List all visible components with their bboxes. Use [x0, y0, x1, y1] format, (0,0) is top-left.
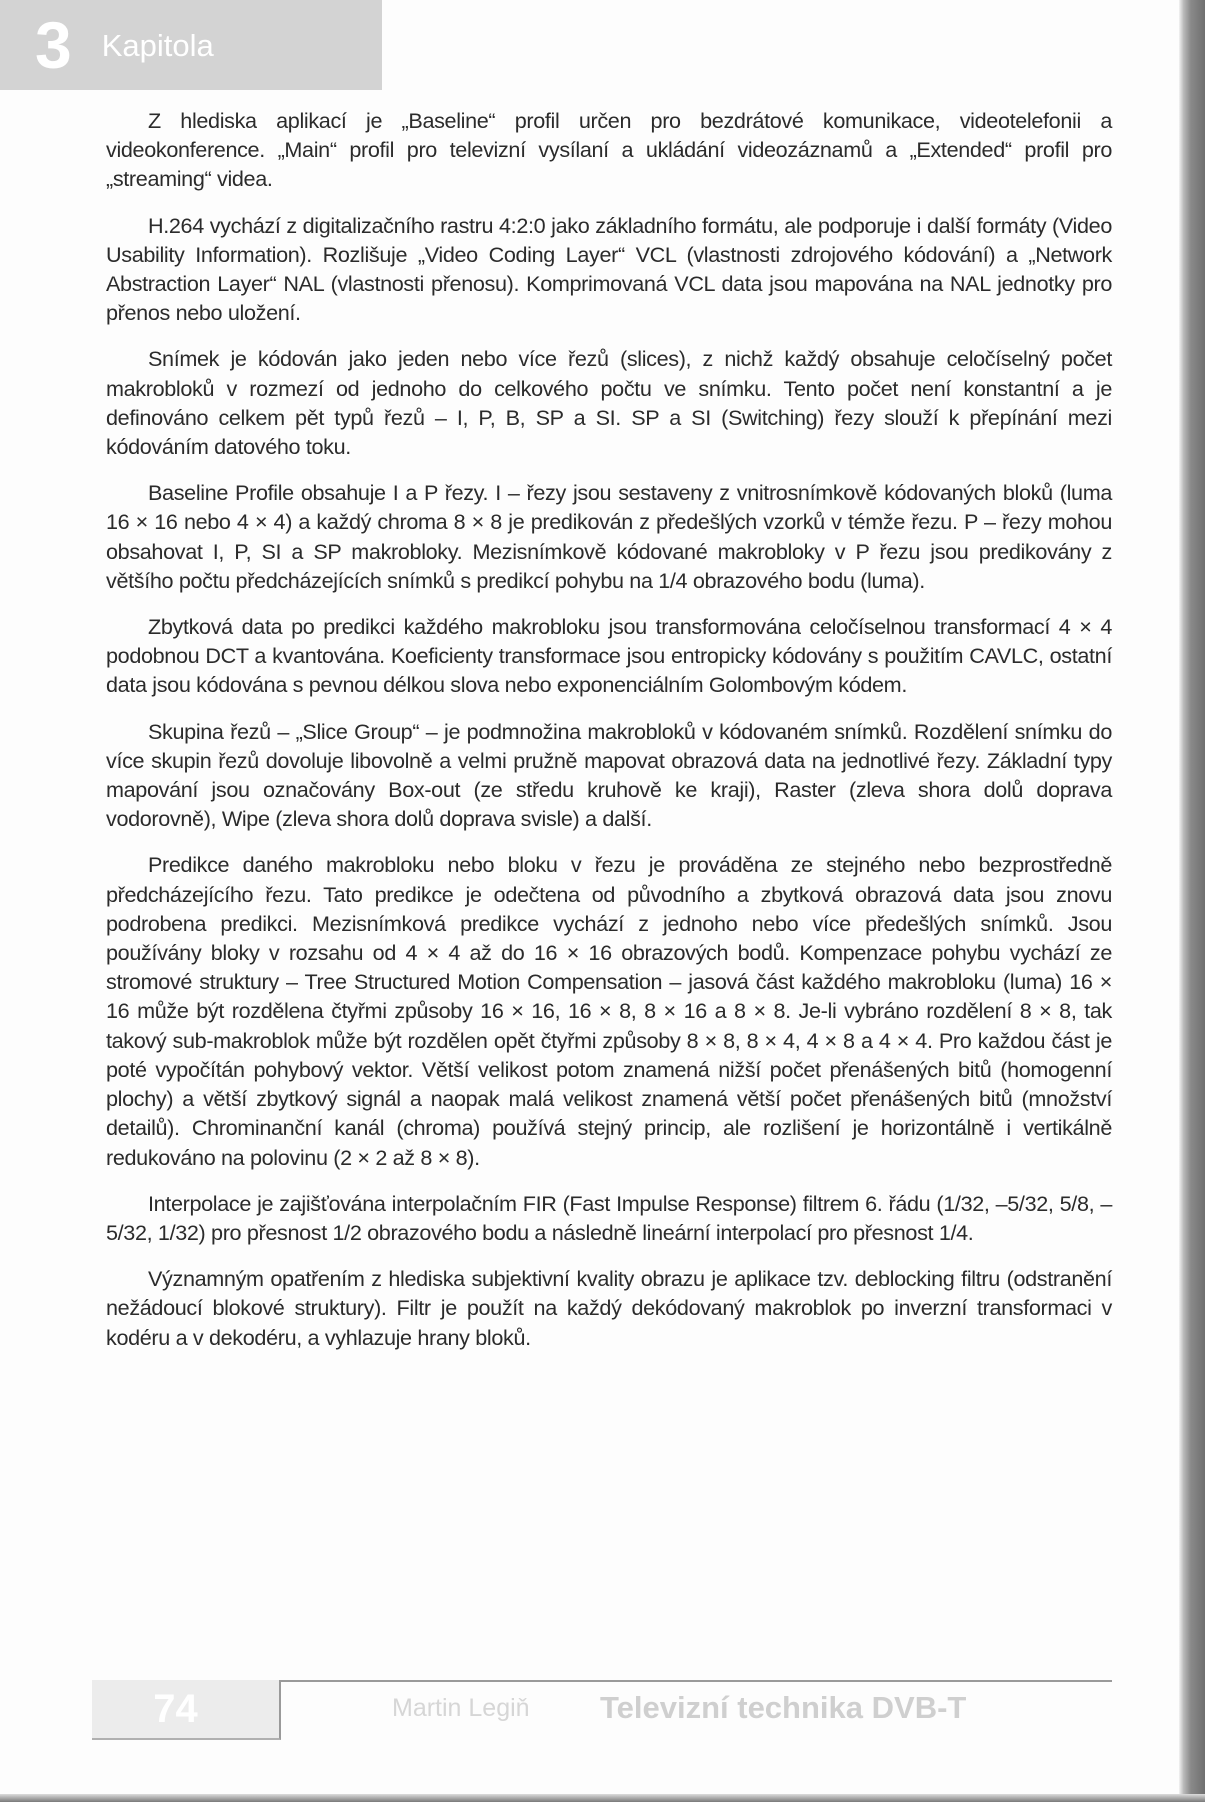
scan-edge-shadow: [1179, 0, 1205, 1802]
chapter-number: 3: [35, 8, 72, 82]
paragraph-profiles: Z hlediska aplikací je „Baseline“ profil určen pro bezdrátové komunikace, videotelefonii a videokonference. „Main“ profil pro televizní vysílaní a ukládání videozáznamů a „Extended“ profil pro „streaming“ videa.: [106, 108, 1112, 192]
footer-divider: [278, 1680, 1112, 1682]
paragraph-h264-format: H.264 vychází z digitalizačního rastru 4:2:0 jako základního formátu, ale podporuje i další formáty (Video Usability Information). Rozlišuje „Video Coding Layer“ VCL (vlastnosti zdrojového kódování) a „Network Abstraction Layer“ NAL (vlastnosti přenosu). Komprimovaná VCL data jsou mapována na NAL jednotky pro přenos nebo uložení.: [106, 212, 1112, 326]
page-number: 74: [153, 1686, 198, 1731]
paragraph-prediction: Predikce daného makrobloku nebo bloku v řezu je prováděna ze stejného nebo bezprostředně předcházejícího řezu. Tato predikce je odečtena od původního a zbytková obrazová data jsou znovu podrobena predikci. Mezisnímková predikce vychází z jednoho nebo více předešlých snímků. Jsou používány bloky v rozsahu od 4 × 4 až do 16 × 16 obrazových bodů. Kompenzace pohybu vychází ze stromové struktury – Tree Structured Motion Compensation – jasová část každého makrobloku (luma) 16 × 16 může být rozdělena čtyřmi způsoby 16 × 16, 16 × 8, 8 × 16 a 8 × 8. Je-li vybráno rozdělení 8 × 8, tak takový sub-makroblok může být rozdělen opět čtyřmi způsoby 8 × 8, 8 × 4, 4 × 8 a 4 × 4. Pro každou část je poté vypočítán pohybový vektor. Větší velikost potom znamená nižší počet přenášených bitů (homogenní plochy) a větší zbytkový signál a naopak malá velikost znamená větší počet přenášených bitů (množství detailů). Chrominanční kanál (chroma) používá stejný princip, ale rozlišení je horizontálně i vertikálně redukováno na polovinu (2 × 2 až 8 × 8).: [106, 852, 1112, 1170]
paragraph-deblocking: Významným opatřením z hlediska subjektivní kvality obrazu je aplikace tzv. deblocking filtru (odstranění nežádoucí blokové struktury). Filtr je použít na každý dekódovaný makroblok po inverzní transformaci v kodéru a v dekodéru, a vyhlazuje hrany bloků.: [106, 1266, 1112, 1350]
paragraph-slice-group: Skupina řezů – „Slice Group“ – je podmnožina makrobloků v kódovaném snímků. Rozdělení snímku do více skupin řezů dovoluje libovolně a velmi pružně mapovat obrazová data na jednotlivé řezy. Základní typy mapování jsou označovány Box-out (ze středu kruhově ke kraji), Raster (zleva shora dolů doprava vodorovně), Wipe (zleva shora dolů doprava svisle) a další.: [106, 718, 1112, 832]
footer-book-title: Televizní technika DVB-T: [600, 1690, 967, 1725]
scan-bottom-shadow: [0, 1794, 1205, 1802]
page-footer: [0, 1680, 1185, 1760]
footer-author: Martin Legiň: [392, 1694, 530, 1722]
paragraph-residual-data: Zbytková data po predikci každého makrobloku jsou transformována celočíselnou transformací 4 × 4 podobnou DCT a kvantována. Koeficienty transformace jsou entropicky kódovány s použitím CAVLC, ostatní data jsou kódována s pevnou délkou slova nebo exponenciálním Golombovým kódem.: [106, 614, 1112, 698]
paragraph-slices: Snímek je kódován jako jeden nebo více řezů (slices), z nichž každý obsahuje celočíselný počet makrobloků v rozmezí od jednoho do celkového počtu ve snímku. Tento počet není konstantní a je definováno celkem pět typů řezů – I, P, B, SP a SI. SP a SI (Switching) řezy slouží k přepínání mezi kódováním datového toku.: [106, 346, 1112, 460]
page-number-box: [92, 1680, 281, 1740]
chapter-header: [0, 0, 382, 90]
paragraph-interpolation: Interpolace je zajišťována interpolačním FIR (Fast Impulse Response) filtrem 6. řádu (1/32, –5/32, 5/8, –5/32, 1/32) pro přesnost 1/2 obrazového bodu a následně lineární interpolací pro přesnost 1/4.: [106, 1190, 1112, 1245]
chapter-label: Kapitola: [101, 27, 214, 63]
body-text: [106, 106, 1112, 1369]
paragraph-baseline-profile: Baseline Profile obsahuje I a P řezy. I – řezy jsou sestaveny z vnitrosnímkově kódovaných bloků (luma 16 × 16 nebo 4 × 4) a každý chroma 8 × 8 je predikován z předešlých vzorků v témže řezu. P – řezy mohou obsahovat I, P, SI a SP makrobloky. Mezisnímkově kódované makrobloky v P řezu jsou predikovány z většího počtu předcházejících snímků s predikcí pohybu na 1/4 obrazového bodu (luma).: [106, 480, 1112, 593]
